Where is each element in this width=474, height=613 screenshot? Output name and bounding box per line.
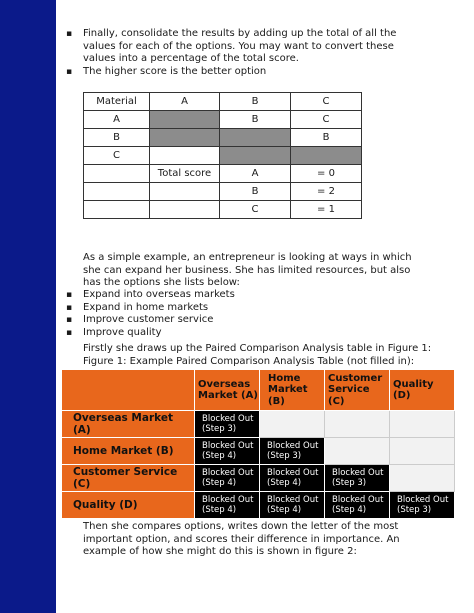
empty-comparison-cell	[325, 438, 390, 465]
row-label-home: Home Market (B)	[62, 438, 195, 465]
total-option: A	[220, 165, 291, 183]
matrix-total-row	[84, 183, 362, 201]
col-header-quality: Quality (D)	[390, 370, 455, 411]
options-bullet-list	[56, 289, 426, 339]
left-sidebar-band	[0, 0, 56, 613]
empty-comparison-cell	[390, 465, 455, 492]
blocked-out-cell: Blocked Out (Step 3)	[325, 465, 390, 492]
example-paragraph: As a simple example, an entrepreneur is looking at ways in which she can expand her business. She has limited resources, but also has the options she lists below:	[83, 252, 412, 288]
bullet-consolidate: ▪ Finally, consolidate the results by adding up the total of all the values for each of the options. You may want to convert these values into a percentage of the total score.	[56, 28, 426, 66]
total-score: = 0	[291, 165, 362, 183]
option-item: ▪ Expand in home markets	[56, 302, 426, 315]
matrix-header-cell: C	[291, 93, 362, 111]
matrix-total-row	[84, 201, 362, 219]
comp-corner-cell	[62, 370, 195, 411]
total-score-label: Total score	[150, 165, 220, 183]
matrix-shaded-cell	[220, 129, 291, 147]
matrix-total-row	[84, 165, 362, 183]
matrix-header-cell: A	[150, 93, 220, 111]
paired-comparison-table	[61, 369, 455, 519]
col-header-home: Home Market (B)	[260, 370, 325, 411]
matrix-shaded-cell	[291, 147, 362, 165]
comp-row	[62, 438, 455, 465]
blocked-out-cell: Blocked Out (Step 4)	[260, 492, 325, 519]
paired-matrix-table	[83, 92, 362, 219]
matrix-header-cell: Material	[84, 93, 150, 111]
blocked-out-cell: Blocked Out (Step 4)	[195, 438, 260, 465]
total-option: C	[220, 201, 291, 219]
empty-comparison-cell	[390, 411, 455, 438]
matrix-cell: B	[84, 129, 150, 147]
comp-header-row	[62, 370, 455, 411]
blocked-out-cell: Blocked Out (Step 4)	[325, 492, 390, 519]
matrix-cell: C	[291, 111, 362, 129]
document-page	[56, 0, 474, 613]
blocked-out-cell: Blocked Out (Step 3)	[390, 492, 455, 519]
total-option: B	[220, 183, 291, 201]
empty-comparison-cell	[390, 438, 455, 465]
matrix-header-cell: B	[220, 93, 291, 111]
col-header-overseas: Overseas Market (A)	[195, 370, 260, 411]
matrix-cell: B	[220, 111, 291, 129]
blocked-out-cell: Blocked Out (Step 4)	[195, 492, 260, 519]
matrix-cell	[150, 147, 220, 165]
blocked-out-cell: Blocked Out (Step 4)	[260, 465, 325, 492]
matrix-header-row	[84, 93, 362, 111]
blocked-out-cell: Blocked Out (Step 3)	[260, 438, 325, 465]
total-score: = 2	[291, 183, 362, 201]
comp-row	[62, 465, 455, 492]
firstly-line: Firstly she draws up the Paired Comparison Analysis table in Figure 1:	[83, 343, 432, 354]
row-label-customer: Customer Service (C)	[62, 465, 195, 492]
comp-row	[62, 492, 455, 519]
matrix-shaded-cell	[220, 147, 291, 165]
matrix-cell	[84, 165, 150, 183]
matrix-shaded-cell	[150, 129, 220, 147]
row-label-overseas: Overseas Market (A)	[62, 411, 195, 438]
option-item: ▪ Improve quality	[56, 327, 426, 340]
matrix-row	[84, 147, 362, 165]
matrix-cell	[150, 201, 220, 219]
option-item: ▪ Improve customer service	[56, 314, 426, 327]
closing-paragraph: Then she compares options, writes down the letter of the most important option, and scores their difference in importance. An example of how she might do this is shown in figure 2:	[83, 521, 400, 557]
blocked-out-cell: Blocked Out (Step 4)	[195, 465, 260, 492]
empty-comparison-cell	[325, 411, 390, 438]
empty-comparison-cell	[260, 411, 325, 438]
total-score: = 1	[291, 201, 362, 219]
matrix-cell	[150, 183, 220, 201]
matrix-cell	[84, 183, 150, 201]
figure-caption: Figure 1: Example Paired Comparison Analysis Table (not filled in):	[83, 356, 415, 367]
matrix-cell: B	[291, 129, 362, 147]
matrix-cell: A	[84, 111, 150, 129]
matrix-row	[84, 111, 362, 129]
matrix-row	[84, 129, 362, 147]
matrix-cell: C	[84, 147, 150, 165]
option-item: ▪ Expand into overseas markets	[56, 289, 426, 302]
matrix-cell	[84, 201, 150, 219]
row-label-quality: Quality (D)	[62, 492, 195, 519]
comp-row	[62, 411, 455, 438]
matrix-shaded-cell	[150, 111, 220, 129]
blocked-out-cell: Blocked Out (Step 3)	[195, 411, 260, 438]
bullet-higher-score: ▪ The higher score is the better option	[56, 66, 426, 79]
col-header-customer: Customer Service (C)	[325, 370, 390, 411]
intro-bullet-list	[56, 28, 426, 78]
